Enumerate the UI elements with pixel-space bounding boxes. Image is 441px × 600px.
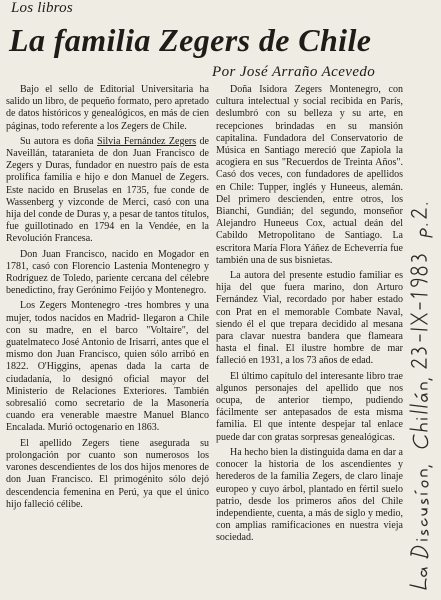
author-name-underlined: Silvia Fernández Zegers	[97, 135, 197, 147]
paragraph-text: Su autora es doña	[20, 135, 98, 147]
paragraph	[6, 136, 209, 246]
article-column-right	[216, 84, 403, 598]
paragraph: El último capítulo del interesante libro trae algunos personajes del apellido que nos ocupa, de anterior tiempo, pudiendo fácilmente ser antepasados de esta misma familia. El que intente despejar tal enlace puede dar con gratas sorpresas genealógicas.	[216, 370, 403, 443]
paragraph: Ha hecho bien la distinguida dama en dar a conocer la historia de los ascendientes y herederos de la familia Zegers, de claro linaje europeo y cuyo árbol, plantado en fértil suelo patrio, desde los primeros años del Chile independiente, cuenta, a más de siglo y medio, con amplias ramificaciones en nuestra vieja sociedad.	[216, 446, 403, 544]
paragraph: El apellido Zegers tiene asegurada su prolongación por cuanto son numerosos los varones descendientes de los dos hijos menores de don Juan Francisco. El primogénito sólo dejó descendencia femenina en Perú, ya que el único hijo falleció célibe.	[6, 437, 209, 510]
paragraph-text: de Naveillán, tataranieta de don Juan Francisco de Zegers y Duras, fundador en nuestro país de esta prolífica familia e hijo e don Manuel de Zegers. Este nacido en Bruselas en 1735, fue conde de Wassenberg y vizconde de Merci, casó con una hija del conde de Duras y, a pesar de tantos títulos, fue guillotinado en 1794 en la Vendée, en la Revolución Francesa.	[6, 135, 209, 245]
paragraph: Doña Isidora Zegers Montenegro, con cultura intelectual y social recibida en París, deslumbró con su belleza y su arte, en recepciones brindadas en su mansión capitalina. Fundadora del Conservatorio de Música en Santiago mereció que Zapiola la acogiera en sus "Recuerdos de Treinta Años". Casó dos veces, con fundadores de apellidos en Chile: Tupper, inglés y Huneeus, alemán. Del primero descienden, entre otros, los Bianchi, Gundián; del segundo, monseñor Alejandro Huneeus Cox, actual deán del Cabildo Metropolitano de Santiago. La escritora María Flora Yáñez de Echeverría fue también una de sus bisnietas.	[216, 84, 403, 266]
paragraph: Don Juan Francisco, nacido en Mogador en 1781, casó con Florencio Lastenia Montenegro y Rodríguez de Toledo, pariente cercana del célebre benedictino, fray Gerónimo Feijóo y Montenegro.	[6, 248, 209, 297]
paragraph: Los Zegers Montenegro -tres hombres y una mujer, todos nacidos en Madrid- llegaron a Chile con su madre, en el barco "Voltaire", del guatelmateco José Antonio de Irisarri, antes que el mismo don Juan Francisco, quien sólo arribó en 1822. O'Higgins, apenas dada la carta de ciudadanía, lo designó oficial mayor del Ministerio de Relaciones Exteriores. También sobresalió como secretario de la Masonería cuando era venerable maestre Manuel Blanco Encalada. Murió octogenario en 1863.	[6, 300, 209, 434]
handwritten-source-note	[409, 88, 439, 598]
article-title: La familia Zegers de Chile	[9, 22, 372, 58]
section-label: Los libros	[11, 0, 73, 16]
article-byline: Por José Arraño Acevedo	[212, 64, 376, 80]
paragraph: Bajo el sello de Editorial Universitaria ha salido un libro, de pequeño formato, pero apretado de datos históricos y genealógicos, en más de cien páginas, todo referente a los Zegers de Chile.	[6, 84, 209, 132]
handwriting-drawing	[409, 88, 439, 598]
article-column-left	[6, 84, 209, 598]
paragraph: La autora del presente estudio familiar es hija del que fuera marino, don Arturo Fernández Vial, recordado por haber estado con Prat en el memorable Combate Naval, siendo él el que trepara decidido al mesana para clavar nuestra bandera que flameara hasta el final. El ilustre hombre de mar falleció en 1931, a los 73 años de edad.	[216, 270, 403, 367]
